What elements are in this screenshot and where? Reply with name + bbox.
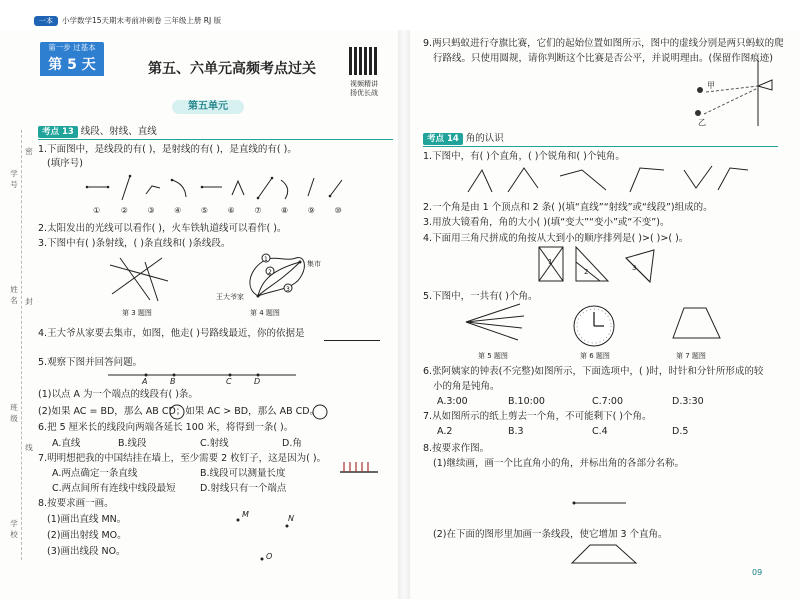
q6-opt-b[interactable]: B.线段 [118,438,147,449]
point-d: D [254,377,261,386]
kp14-badge: 考点 14 [423,133,463,145]
num-3: ③ [147,206,155,215]
point-b: B [170,377,176,386]
side-label-line: 线 [25,443,33,452]
left-q5-b: (2)如果 AC = BD，那么 AB CD；如果 AC > BD，那么 AB CD。 [38,406,320,417]
num-7: ⑦ [254,206,262,215]
qr-caption-2: 扬优长战 [350,89,378,97]
qr-caption-1: 视频精讲 [350,80,378,88]
q6-opt-c[interactable]: C.射线 [200,438,229,449]
brand-logo: 一本 [34,16,58,26]
right-q6-b: 小的角是钝角。 [433,381,500,392]
q7-opt-a[interactable]: A.两点确定一条直线 [52,468,138,479]
left-q3: 3.下图中有( )条射线，( )条直线和( )条线段。 [38,238,231,249]
right-q1: 1.下图中，有( )个直角，( )个锐角和( )个钝角。 [423,151,625,162]
left-q1: 1.下面图中，是线段的有( )，是射线的有( )，是直线的有( )。 [38,144,297,155]
num-8: ⑧ [281,206,289,215]
side-label-id: 学号 [10,169,18,189]
right-q9: 9.两只蚂蚁进行夺旗比赛，它们的起始位置如图所示，图中的虚线分别是两只蚂蚁的爬 [423,38,784,49]
page-title: 第五、六单元高频考点过关 [148,61,316,77]
point-o: O [266,552,273,561]
right-q3: 3.用放大镜看角，角的大小( )(填“变大”“变小”或“不变”)。 [423,217,670,228]
caption-q7-right: 第 7 题图 [676,352,706,360]
num-2: ② [120,206,128,215]
num-9: ⑨ [307,206,315,215]
point-c: C [226,377,232,386]
q7-opt-c[interactable]: C.两点间所有连线中线段最短 [52,483,176,494]
right-q7-opt-d[interactable]: D.5 [672,426,689,437]
side-label-class: 班级 [10,403,18,423]
triangle-num-3: 3 [632,264,637,272]
left-q8-3: (3)画出线段 NO。 [47,546,126,557]
side-label-school: 学校 [10,519,18,539]
point-m: M [242,510,249,519]
q7-opt-d[interactable]: D.射线只有一个端点 [200,483,287,494]
side-label-seal: 封 [25,297,33,306]
left-q2: 2.太阳发出的光线可以看作( )，火车铁轨道线可以看作( )。 [38,223,287,234]
ant-yi-label: 乙 [698,118,706,127]
q7-opt-b[interactable]: B.线段可以测量长度 [200,468,286,479]
map-home-label: 王大爷家 [216,293,244,301]
map-market-label: 集市 [307,260,321,268]
num-5: ⑤ [200,206,209,215]
unit-label: 第五单元 [172,100,244,114]
left-q5-a: (1)以点 A 为一个端点的线段有( )条。 [38,389,198,400]
point-a: A [142,377,148,386]
page-number: 09 [752,568,763,577]
num-1: ① [93,206,101,215]
right-q6-opt-c[interactable]: C.7:00 [592,396,623,407]
q6-opt-a[interactable]: A.直线 [52,438,81,449]
right-q7: 7.从如图所示的纸上剪去一个角，不可能剩下( )个角。 [423,411,652,422]
right-q6-opt-b[interactable]: B.10:00 [508,396,545,407]
right-q9-b: 行路线。只使用圆规，请你判断这个比赛是否公平，并说明理由。(保留作图痕迹) [433,53,773,64]
side-label-name: 姓名 [10,285,18,305]
right-q6-opt-a[interactable]: A.3:00 [437,396,468,407]
kp14-text: 角的认识 [465,133,504,144]
left-q8: 8.按要求画一画。 [38,498,114,509]
right-q6: 6.张阿姨家的钟表(不完整)如图所示，下面选项中，( )时，时针和分针所形成的较 [423,366,764,377]
step-tag: 第一步 过基本 [40,42,104,54]
caption-q5-right: 第 5 题图 [478,352,508,360]
caption-q3: 第 3 题图 [122,309,152,317]
side-label-dense: 密 [25,147,33,156]
right-q7-opt-a[interactable]: A.2 [437,426,453,437]
svg-text:3: 3 [286,286,290,293]
caption-q6-right: 第 6 题图 [580,352,610,360]
right-q7-opt-c[interactable]: C.4 [592,426,608,437]
day-label: 第 5 天 [40,54,104,76]
num-10: ⑩ [334,206,342,215]
right-q8: 8.按要求作图。 [423,443,490,454]
svg-text:2: 2 [268,269,272,276]
num-6: ⑥ [227,206,235,215]
num-4: ④ [174,206,182,215]
kp13-badge: 考点 13 [38,126,78,138]
left-q1-note: (填序号) [47,158,83,169]
left-q6: 6.把 5 厘米长的线段向两端各延长 100 米，将得到一条( )。 [38,422,294,433]
right-q8-a: (1)继续画，画一个比直角小的角，并标出角的各部分名称。 [433,458,684,469]
triangle-num-1: 1 [548,258,553,266]
left-q5: 5.观察下图并回答问题。 [38,357,143,368]
right-q5: 5.下图中，一共有( )个角。 [423,291,538,302]
left-q8-1: (1)画出直线 MN。 [47,514,127,525]
q6-opt-d[interactable]: D.角 [282,438,302,449]
left-q8-2: (2)画出射线 MO。 [47,530,127,541]
kp13-text: 线段、射线、直线 [80,126,157,137]
header-text: 小学数学15天期末考前冲刺卷 三年级上册 RJ 版 [62,16,222,25]
right-q2: 2.一个角是由 1 个顶点和 2 条( )(填“直线”“射线”或“线段”)组成的。 [423,202,713,213]
right-q8-b: (2)在下面的图形里加画一条线段，使它增加 3 个直角。 [433,529,668,540]
ant-jia-label: 甲 [707,81,715,90]
triangle-num-2: 2 [584,268,589,276]
left-q7: 7.明明想把我的中国结挂在墙上，至少需要 2 枚钉子，这是因为( )。 [38,453,327,464]
left-q4: 4.王大爷从家要去集市，如图，他走( )号路线最近，你的依据是 [38,328,305,339]
point-n: N [288,514,294,523]
svg-text:1: 1 [264,256,268,263]
right-q4: 4.下面用三角尺拼成的角按从大到小的顺序排列是( )>( )>( )。 [423,233,689,244]
right-q7-opt-b[interactable]: B.3 [508,426,524,437]
caption-q4: 第 4 题图 [250,309,280,317]
right-q6-opt-d[interactable]: D.3:30 [672,396,704,407]
